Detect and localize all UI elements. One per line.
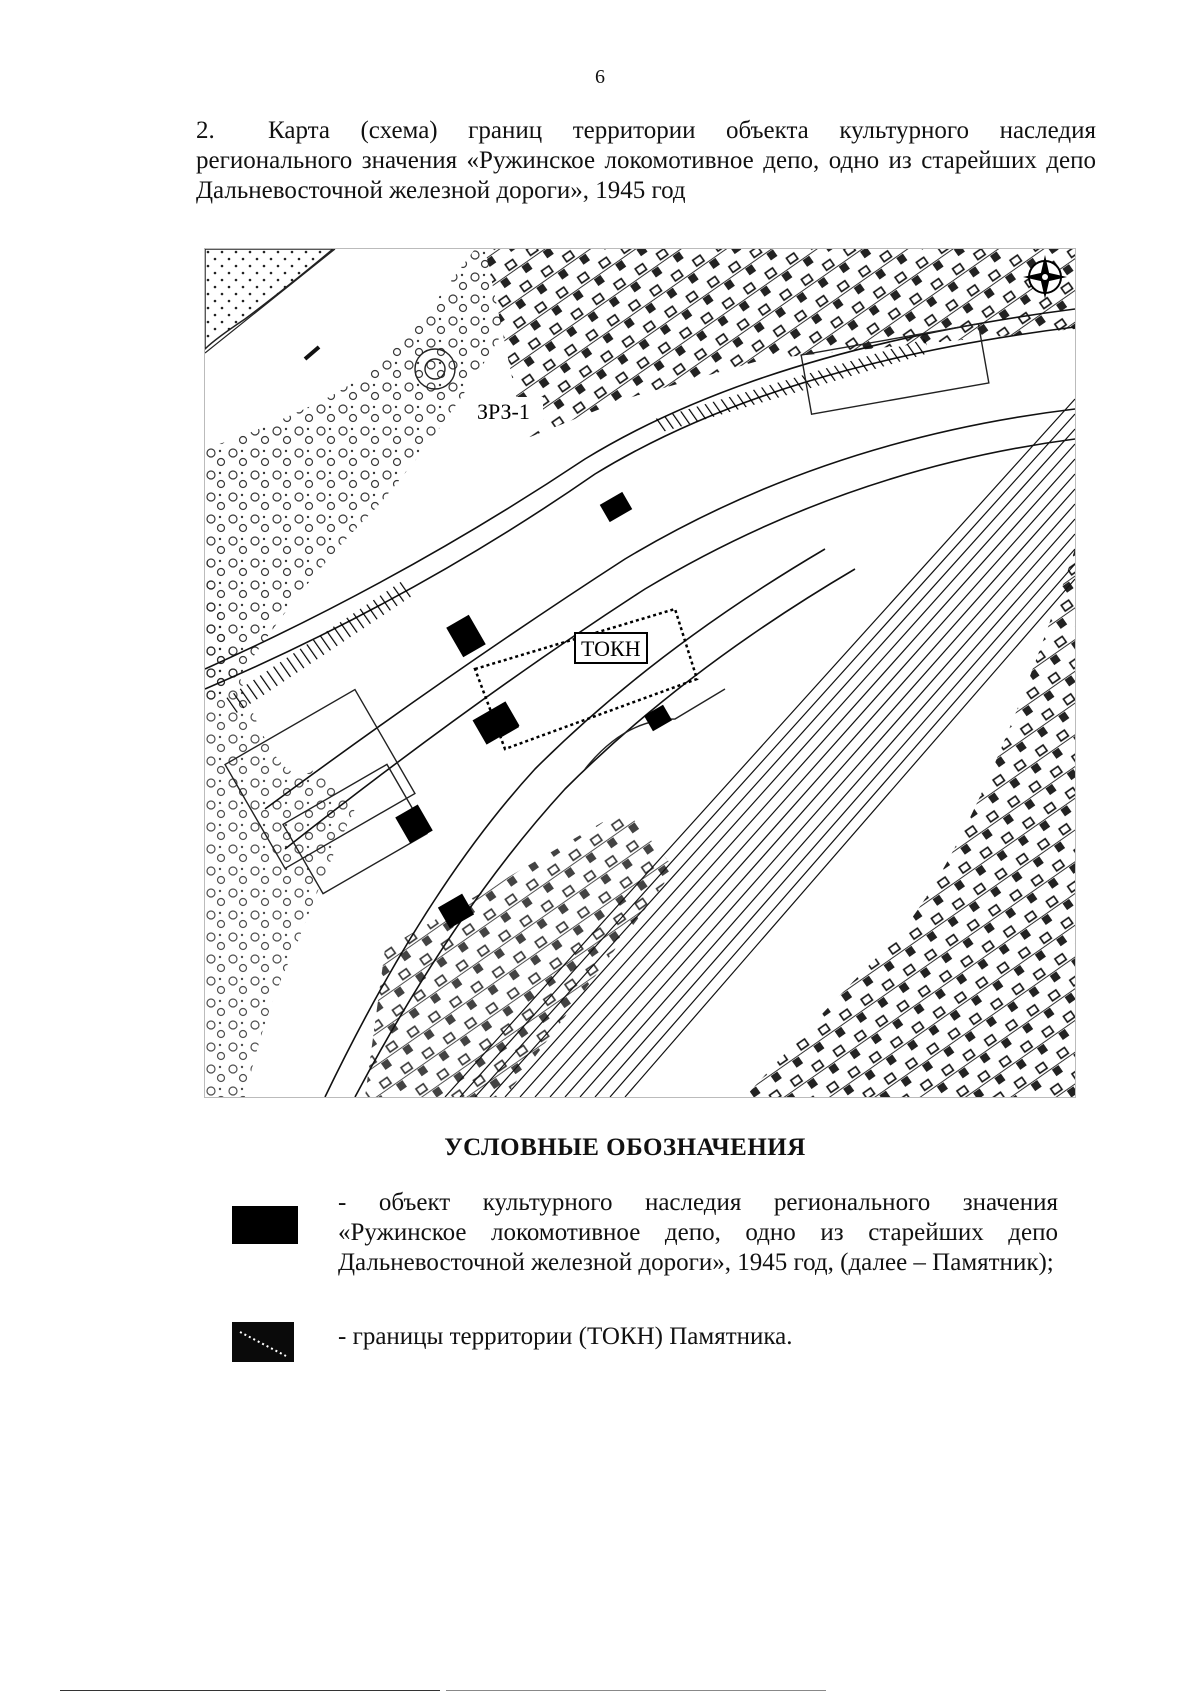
footer-divider [60, 1690, 440, 1691]
map-drawing [205, 249, 1075, 1097]
zone-label-text: ЗРЗ-1 [477, 399, 530, 424]
heading-text: Карта (схема) границ территории объекта культурного наследия регионального значения «Ружинское локомотивное депо, одно из старейших депо Дальневосточной железной дороги», 1945 год [196, 117, 1096, 204]
boundary-map [204, 248, 1076, 1098]
solid-black-swatch [232, 1206, 298, 1244]
heading-number: 2. [196, 117, 215, 144]
legend-item-text: - границы территории (ТОКН) Памятника. [338, 1323, 793, 1350]
footer-divider [446, 1690, 826, 1691]
legend-item-text: - объект культурного наследия регионального значения «Ружинское локомотивное депо, одно из старейших депо Дальневосточной железной дороги», 1945 год, (далее – Памятник); [338, 1189, 1058, 1276]
territory-label [575, 633, 647, 663]
map-heading [196, 116, 1096, 206]
legend-title: УСЛОВНЫЕ ОБОЗНАЧЕНИЯ [444, 1134, 806, 1161]
territory-label-text: ТОКН [581, 636, 641, 661]
zone-label [473, 397, 543, 425]
dotted-boundary-swatch [232, 1322, 294, 1362]
page-number: 6 [595, 66, 605, 88]
